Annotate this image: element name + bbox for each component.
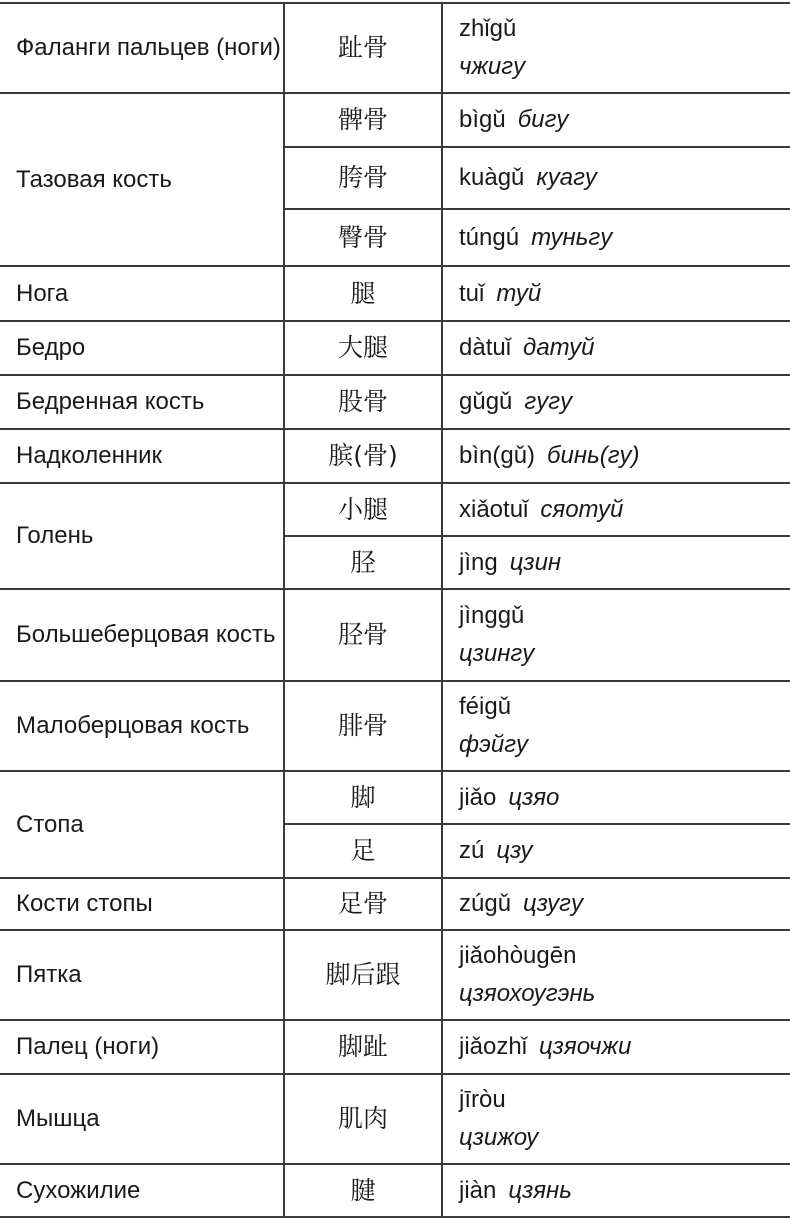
chinese-term: 腓骨 [284,681,442,771]
table-row [0,1164,790,1217]
pronunciation-cell [442,589,790,681]
pinyin: jiàn [459,1176,497,1204]
pinyin: tuǐ [459,279,485,307]
russian-transliteration: цзянь [508,1176,572,1204]
pinyin: túngú [459,223,520,251]
russian-transliteration: цзин [509,548,562,576]
table-row [0,878,790,930]
pronunciation-cell [442,266,790,321]
pronunciation-cell [442,3,790,93]
russian-term: Бедро [0,321,284,375]
pinyin: kuàgǔ [459,164,525,191]
table-row [0,429,790,483]
pronunciation-cell [442,483,790,536]
chinese-term: 臀骨 [284,209,442,266]
pinyin: jiǎohòugēn [459,942,577,969]
chinese-term: 足 [284,824,442,878]
table-row [0,589,790,681]
chinese-term: 脚趾 [284,1020,442,1074]
pinyin: jìnggǔ [459,602,525,629]
chinese-term: 足骨 [284,878,442,930]
chinese-term: 膑(骨) [284,429,442,483]
pronunciation-cell [442,429,790,483]
pinyin: bìgǔ [459,106,506,133]
russian-term: Стопа [0,771,284,878]
pinyin: zhǐgǔ [459,15,517,42]
russian-transliteration: цзу [496,837,533,864]
pinyin: gǔgǔ [459,388,513,415]
table-row [0,930,790,1020]
russian-transliteration: цзяочжи [539,1033,632,1060]
chinese-term: 股骨 [284,375,442,429]
table-row [0,681,790,771]
chinese-term: 趾骨 [284,3,442,93]
pronunciation-cell [442,1074,790,1164]
pronunciation-cell [442,147,790,209]
chinese-term: 腱 [284,1164,442,1217]
russian-transliteration: сяотуй [540,495,624,523]
chinese-term: 脚后跟 [284,930,442,1020]
chinese-term: 小腿 [284,483,442,536]
pronunciation-cell [442,930,790,1020]
pronunciation-cell [442,209,790,266]
chinese-term: 胫骨 [284,589,442,681]
chinese-term: 腿 [284,266,442,321]
russian-transliteration: куагу [536,164,597,191]
pronunciation-cell [442,536,790,589]
russian-term: Малоберцовая кость [0,681,284,771]
russian-term: Кости стопы [0,878,284,930]
chinese-term: 胫 [284,536,442,589]
russian-transliteration: цзижоу [459,1124,539,1151]
russian-transliteration: датуй [523,334,595,361]
russian-term: Мышца [0,1074,284,1164]
russian-transliteration: туй [496,279,542,307]
pronunciation-cell [442,1164,790,1217]
pronunciation-cell [442,93,790,147]
table-row [0,266,790,321]
pinyin: jīròu [459,1086,506,1113]
pinyin: jiǎozhǐ [459,1033,528,1060]
pronunciation-cell [442,771,790,824]
russian-transliteration: туньгу [531,223,613,251]
table-row [0,483,790,536]
table-row [0,93,790,147]
russian-transliteration: бинь(гу) [547,442,640,469]
russian-term: Палец (ноги) [0,1020,284,1074]
russian-transliteration: бигу [517,106,569,133]
russian-transliteration: цзяохоугэнь [459,980,596,1007]
pronunciation-cell [442,1020,790,1074]
pronunciation-cell [442,321,790,375]
russian-term: Тазовая кость [0,93,284,266]
russian-term: Надколенник [0,429,284,483]
russian-transliteration: цзяо [508,783,560,811]
chinese-term: 肌肉 [284,1074,442,1164]
pronunciation-cell [442,375,790,429]
table-row [0,375,790,429]
table-row [0,321,790,375]
pinyin: xiǎotuǐ [459,495,529,523]
russian-term: Фаланги пальцев (ноги) [0,3,284,93]
russian-term: Бедренная кость [0,375,284,429]
russian-term: Пятка [0,930,284,1020]
pinyin: jìng [459,548,498,576]
pronunciation-cell [442,681,790,771]
chinese-term: 髀骨 [284,93,442,147]
table-row [0,1020,790,1074]
russian-transliteration: чжигу [459,53,526,80]
pinyin: jiǎo [459,783,497,811]
russian-term: Большеберцовая кость [0,589,284,681]
russian-transliteration: фэйгу [459,731,529,758]
russian-transliteration: цзугу [523,890,583,917]
pinyin: zú [459,837,485,864]
pronunciation-cell [442,824,790,878]
table-row [0,771,790,824]
pinyin: féigǔ [459,693,512,720]
pinyin: zúgǔ [459,890,512,917]
chinese-term: 胯骨 [284,147,442,209]
russian-transliteration: гугу [524,388,573,415]
table-row [0,3,790,93]
pronunciation-cell [442,878,790,930]
russian-transliteration: цзингу [459,640,535,667]
table-row [0,1074,790,1164]
russian-term: Голень [0,483,284,589]
anatomy-vocabulary-table [0,2,790,1218]
pinyin: dàtuǐ [459,334,512,361]
russian-term: Нога [0,266,284,321]
pinyin: bìn(gǔ) [459,442,536,469]
chinese-term: 大腿 [284,321,442,375]
chinese-term: 脚 [284,771,442,824]
russian-term: Сухожилие [0,1164,284,1217]
